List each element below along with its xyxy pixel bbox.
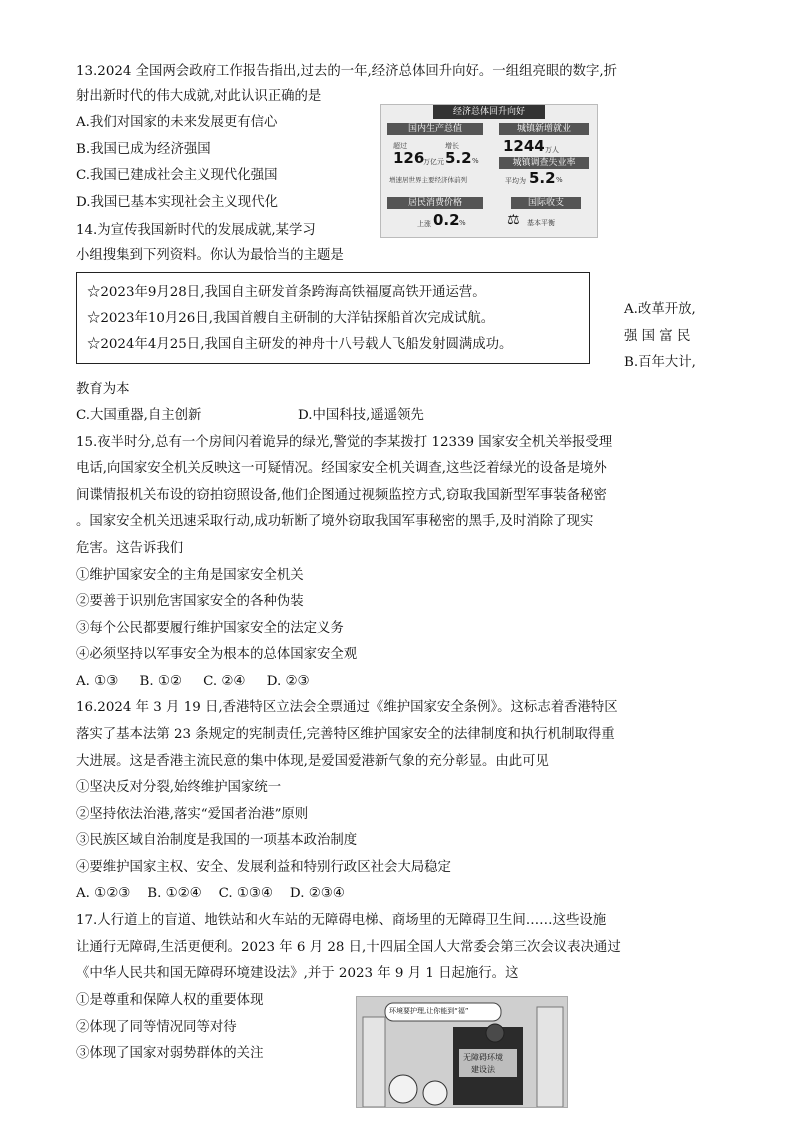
cpi-label: 居民消费价格: [387, 197, 483, 209]
infographic-title: 经济总体回升向好: [433, 105, 545, 119]
q14-option-b-line2: 教育为本: [76, 382, 130, 397]
q15-stem-line2: 电话,向国家安全机关反映这一可疑情况。经国家安全机关调查,这些泛着绿光的设备是境外: [76, 461, 607, 476]
q16-answer-choices: A. ①②③ B. ①②④ C. ①③④ D. ②③④: [76, 886, 345, 901]
q14-option-c: C.大国重器,自主创新: [76, 408, 202, 423]
q13-option-b: B.我国已成为经济强国: [76, 142, 211, 157]
q13-option-d: D.我国已基本实现社会主义现代化: [76, 195, 278, 210]
q15-item-3: ③每个公民都要履行维护国家安全的法定义务: [76, 621, 344, 636]
bop-value: 基本平衡: [527, 219, 555, 227]
q17-item-2: ②体现了同等情况同等对待: [76, 1020, 237, 1035]
q17-stem-line2: 让通行无障碍,生活更便利。2023 年 6 月 28 日,十四届全国人大常委会第三次会议表决通过: [76, 940, 621, 955]
cpi-value: 0.2: [433, 211, 460, 229]
q13-stem-line1: 13.2024 全国两会政府工作报告指出,过去的一年,经济总体回升向好。一组组亮眼的数字,折: [76, 64, 618, 79]
q17-stem-line1: 17.人行道上的盲道、地铁站和火车站的无障碍电梯、商场里的无障碍卫生间……这些设施: [76, 913, 607, 928]
unemployment-prefix: 平均为: [505, 177, 526, 185]
q15-stem-line1: 15.夜半时分,总有一个房间闪着诡异的绿光,警觉的李某拨打 12339 国家安全机关举报受理: [76, 435, 613, 450]
q15-stem-line4: 。国家安全机关迅速采取行动,成功斩断了境外窃取我国军事秘密的黑手,及时消除了现实: [76, 514, 594, 529]
q14-option-a-line2: 强 国 富 民: [624, 329, 691, 344]
jobs-label: 城镇新增就业: [499, 123, 589, 135]
q13-stem-line2: 射出新时代的伟大成就,对此认识正确的是: [76, 89, 322, 104]
q14-option-b-line1: B.百年大计,: [624, 355, 696, 370]
cartoon-sign-line2: 建设法: [471, 1065, 495, 1074]
jobs-unit: 万人: [545, 146, 559, 154]
unemployment-unit: %: [556, 176, 563, 184]
growth-unit: %: [472, 157, 479, 165]
cartoon-speech-bubble: 环境要护理,让你能到“福”: [389, 1007, 469, 1015]
q14-material-2: ☆2023年10月26日,我国首艘自主研制的大洋钻探船首次完成试航。: [87, 311, 495, 326]
q17-stem-line3: 《中华人民共和国无障碍环境建设法》,并于 2023 年 9 月 1 日起施行。这: [76, 966, 519, 981]
economy-infographic: [380, 104, 598, 238]
cartoon-sign-line1: 无障碍环境: [463, 1053, 503, 1062]
q15-answer-choices: A. ①③ B. ①② C. ②④ D. ②③: [76, 674, 310, 689]
scale-icon: ⚖: [507, 212, 520, 228]
q16-stem-line1: 16.2024 年 3 月 19 日,香港特区立法会全票通过《维护国家安全条例》。这标志着香港特区: [76, 700, 618, 715]
q15-item-4: ④必须坚持以军事安全为根本的总体国家安全观: [76, 647, 358, 662]
q14-option-d: D.中国科技,遥遥领先: [298, 408, 424, 423]
q16-stem-line2: 落实了基本法第 23 条规定的宪制责任,完善特区维护国家安全的法律制度和执行机制取得重: [76, 727, 615, 742]
growth-value: 5.2: [445, 149, 472, 167]
q14-stem-line2: 小组搜集到下列资料。你认为最恰当的主题是: [76, 248, 344, 263]
accessibility-law-cartoon: [356, 996, 568, 1108]
q15-item-2: ②要善于识别危害国家安全的各种伪装: [76, 594, 304, 609]
bop-label: 国际收支: [511, 197, 581, 209]
q13-option-c: C.我国已建成社会主义现代化强国: [76, 168, 278, 183]
cpi-unit: %: [459, 219, 466, 227]
gdp-note: 增速居世界主要经济体前列: [389, 176, 467, 184]
q17-item-1: ①是尊重和保障人权的重要体现: [76, 993, 264, 1008]
gdp-unit: 万亿元: [423, 158, 444, 166]
q16-stem-line3: 大进展。这是香港主流民意的集中体现,是爱国爱港新气象的充分彰显。由此可见: [76, 754, 549, 769]
growth-prefix: 增长: [445, 142, 459, 150]
q14-material-3: ☆2024年4月25日,我国自主研发的神舟十八号载人飞船发射圆满成功。: [87, 337, 513, 352]
q14-material-box: [76, 272, 590, 364]
unemployment-label: 城镇调查失业率: [499, 157, 589, 169]
unemployment-value: 5.2: [529, 169, 556, 187]
cpi-prefix: 上涨: [417, 220, 431, 228]
q15-stem-line3: 间谍情报机关布设的窃拍窃照设备,他们企图通过视频监控方式,窃取我国新型军事装备秘密: [76, 488, 607, 503]
q16-item-2: ②坚持依法治港,落实“爱国者治港”原则: [76, 807, 309, 822]
q13-option-a: A.我们对国家的未来发展更有信心: [76, 115, 278, 130]
q15-item-1: ①维护国家安全的主角是国家安全机关: [76, 568, 304, 583]
q14-stem-line1: 14.为宣传我国新时代的发展成就,某学习: [76, 223, 316, 238]
gdp-label: 国内生产总值: [387, 123, 483, 135]
q16-item-1: ①坚决反对分裂,始终维护国家统一: [76, 780, 282, 795]
gdp-prefix: 超过: [393, 142, 407, 150]
gdp-value: 126: [393, 149, 425, 167]
q14-material-1: ☆2023年9月28日,我国自主研发首条跨海高铁福厦高铁开通运营。: [87, 285, 486, 300]
q16-item-3: ③民族区域自治制度是我国的一项基本政治制度: [76, 833, 358, 848]
jobs-value: 1244: [503, 137, 545, 155]
q16-item-4: ④要维护国家主权、安全、发展利益和特别行政区社会大局稳定: [76, 860, 451, 875]
q14-option-a-line1: A.改革开放,: [624, 302, 696, 317]
q17-item-3: ③体现了国家对弱势群体的关注: [76, 1046, 264, 1061]
q15-stem-line5: 危害。这告诉我们: [76, 541, 184, 556]
